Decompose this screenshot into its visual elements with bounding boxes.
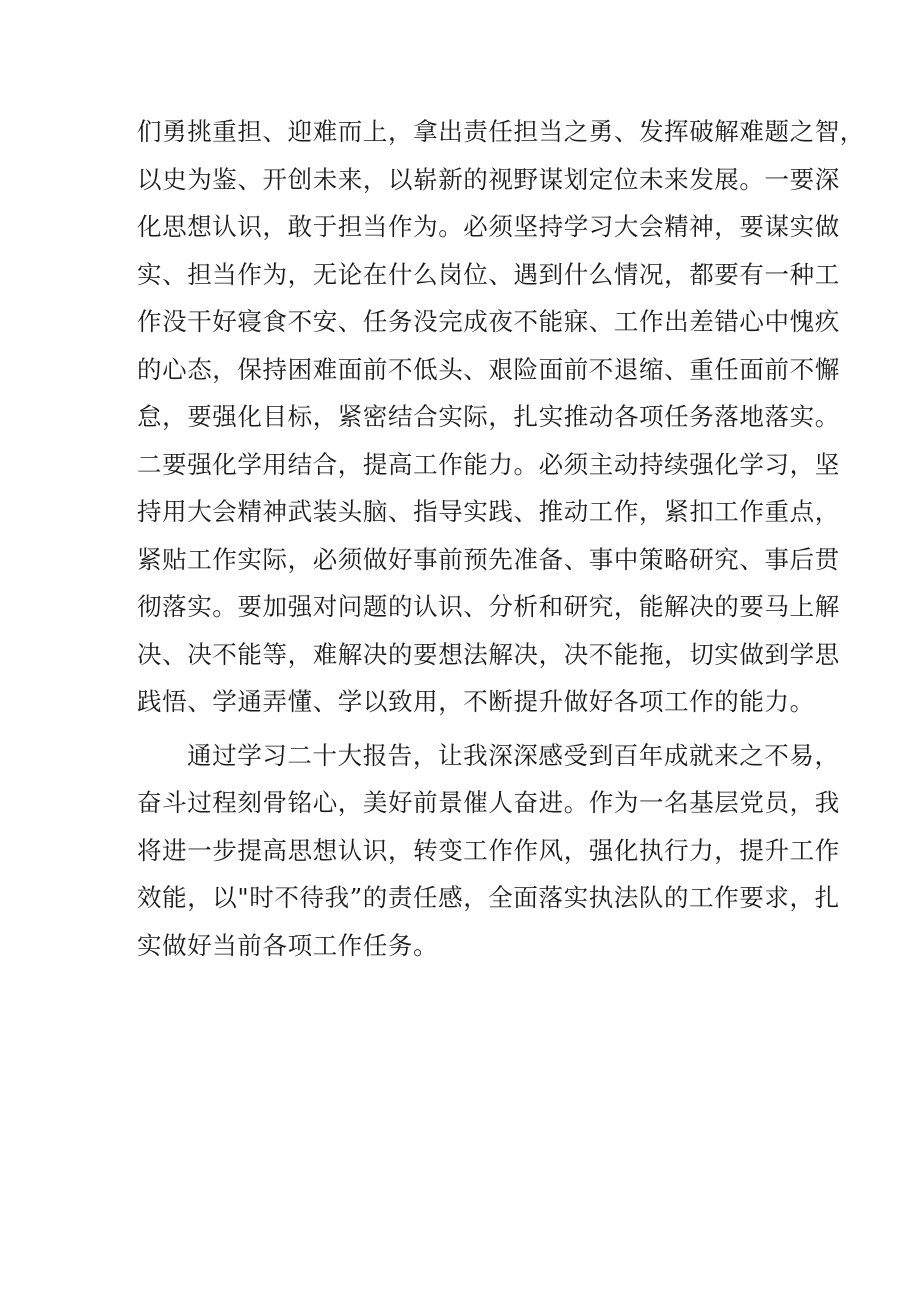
- paragraph-line: 效能，以"时不待我”的责任感，全面落实执法队的工作要求，扎: [137, 883, 840, 912]
- paragraph-line: 以史为鉴、开创未来，以崭新的视野谋划定位未来发展。一要深: [137, 164, 840, 194]
- paragraph-1: [137, 108, 865, 726]
- paragraph-line: 奋斗过程刻骨铭心，美好前景催人奋进。作为一名基层党员，我: [137, 788, 840, 817]
- document-body: [137, 108, 865, 969]
- paragraph-line: 作没干好寝食不安、任务没完成夜不能寐、工作出差错心中愧疚: [137, 307, 840, 336]
- paragraph-line: 的心态，保持困难面前不低头、艰险面前不退缩、重任面前不懈: [137, 354, 840, 384]
- paragraph-line: 二要强化学用结合，提高工作能力。必须主动持续强化学习，坚: [137, 449, 840, 479]
- paragraph-line: 化思想认识，敢于担当作为。必须坚持学习大会精神，要谋实做: [137, 212, 840, 241]
- paragraph-line: 怠，要强化目标，紧密结合实际，扎实推动各项任务落地落实。: [137, 402, 840, 431]
- paragraph-line: 们勇挑重担、迎难而上，拿出责任担当之勇、发挥破解难题之智，: [137, 117, 865, 146]
- paragraph-line: 彻落实。要加强对问题的认识、分析和研究，能解决的要马上解: [137, 592, 840, 621]
- paragraph-line: 决、决不能等，难解决的要想法解决，决不能拖，切实做到学思: [137, 639, 840, 669]
- paragraph-line: 通过学习二十大报告，让我深深感受到百年成就来之不易，: [187, 740, 840, 770]
- paragraph-line: 持用大会精神武装头脑、指导实践、推动工作，紧扣工作重点，: [137, 497, 840, 526]
- paragraph-line: 将进一步提高思想认识，转变工作作风，强化执行力，提升工作: [137, 835, 840, 865]
- paragraph-2: [137, 732, 840, 970]
- paragraph-line: 实、担当作为，无论在什么岗位、遇到什么情况，都要有一种工: [137, 259, 840, 289]
- paragraph-line: 践悟、学通弄懂、学以致用，不断提升做好各项工作的能力。: [137, 687, 815, 716]
- paragraph-line: 实做好当前各项工作任务。: [137, 930, 439, 960]
- paragraph-line: 紧贴工作实际，必须做好事前预先准备、事中策略研究、事后贯: [137, 544, 840, 574]
